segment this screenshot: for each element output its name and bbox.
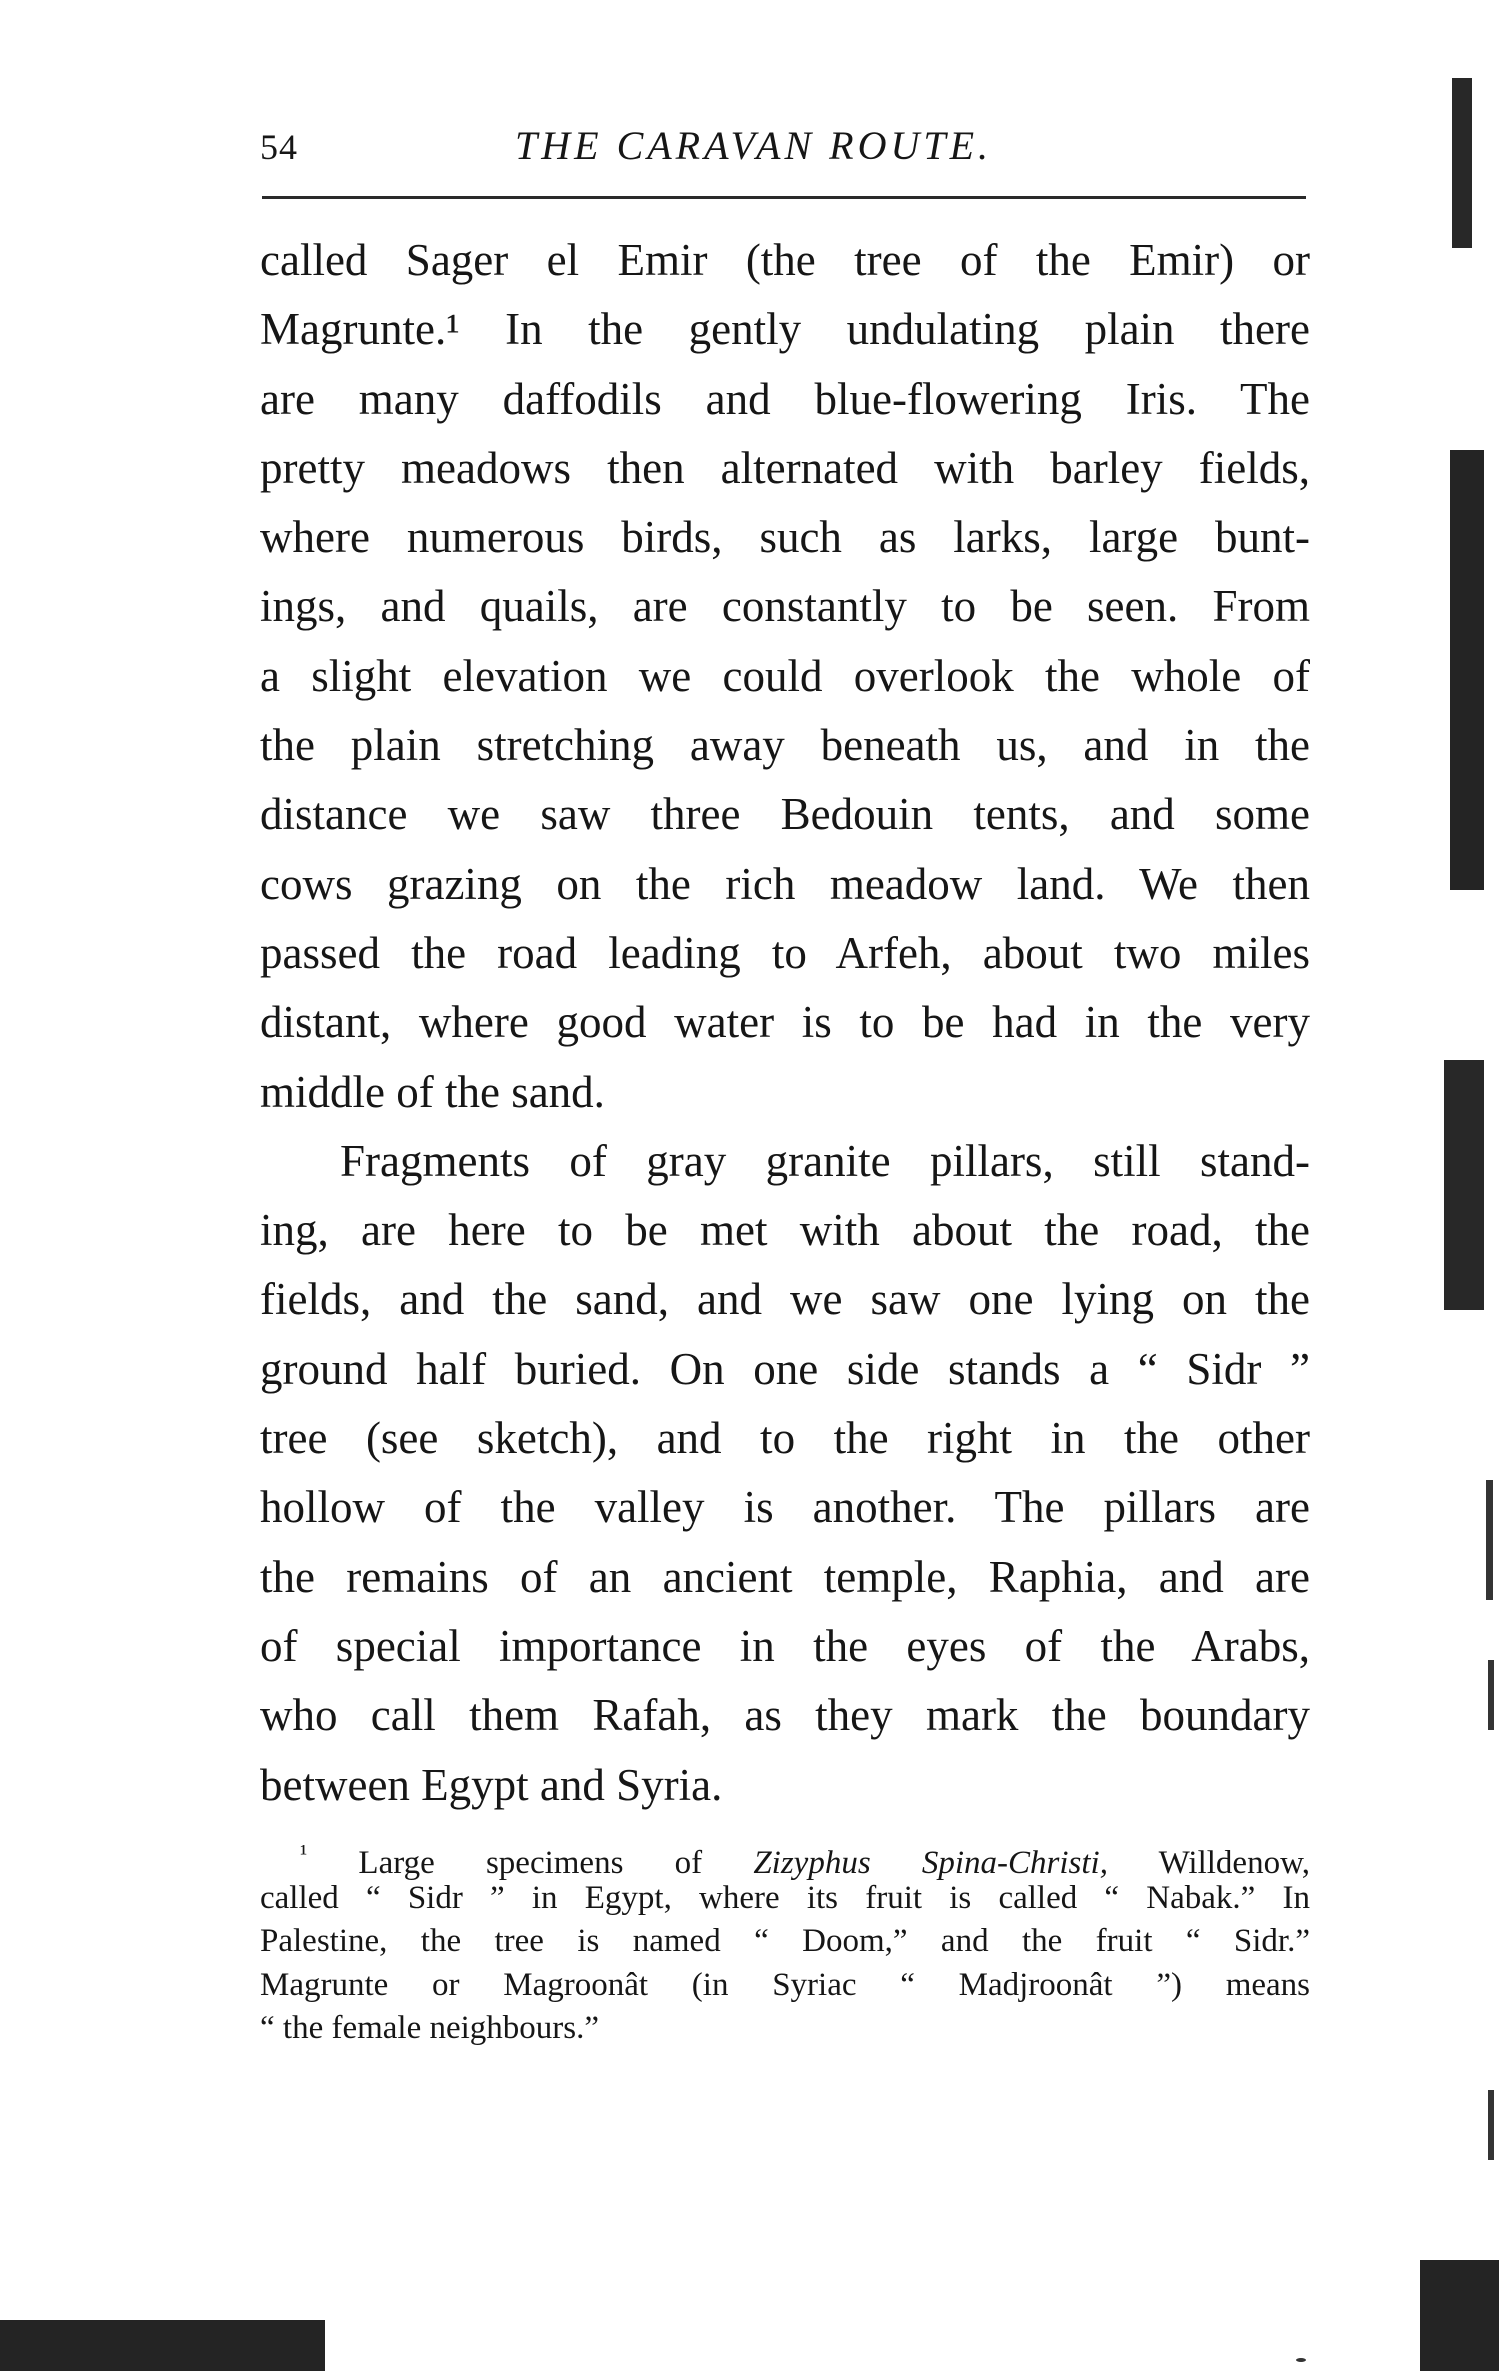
footnote-line: Palestine, the tree is named “ Doom,” and the fruit “ Sidr.” <box>260 1923 1310 1960</box>
scan-edge-right-mid2 <box>1444 1060 1484 1310</box>
footnote-text: Willdenow, <box>1158 1845 1311 1881</box>
scan-edge-top-right <box>1452 78 1472 248</box>
scan-edge-right-small3 <box>1488 2090 1494 2160</box>
footnote <box>260 1833 1310 2051</box>
footnote-line <box>260 1833 1311 1881</box>
text-line: ings, and quails, are constantly to be seen. From <box>260 581 1310 632</box>
body-text <box>260 226 1310 1820</box>
scan-speck <box>1296 2358 1306 2362</box>
running-head <box>260 118 1310 178</box>
footnote-line: called “ Sidr ” in Egypt, where its fruit is called “ Nabak.” In <box>260 1879 1310 1916</box>
scan-edge-bottom-right <box>1420 2260 1499 2371</box>
text-line: distant, where good water is to be had in the very <box>260 997 1310 1048</box>
text-line: between Egypt and Syria. <box>260 1759 723 1810</box>
text-line: middle of the sand. <box>260 1066 605 1117</box>
running-title: THE CARAVAN ROUTE. <box>515 123 993 168</box>
text-line: Fragments of gray granite pillars, still stand- <box>340 1135 1310 1186</box>
text-line: who call them Rafah, as they mark the boundary <box>260 1690 1310 1741</box>
footnote-line: Magrunte or Magroonât (in Syriac “ Madjroonât ”) means <box>260 1966 1310 2003</box>
text-line: the remains of an ancient temple, Raphia, and are <box>260 1551 1310 1602</box>
scan-edge-right-small1 <box>1486 1480 1493 1600</box>
text-line: the plain stretching away beneath us, and in the <box>260 720 1310 771</box>
text-line: of special importance in the eyes of the Arabs, <box>260 1620 1310 1671</box>
text-line: cows grazing on the rich meadow land. We then <box>260 858 1310 909</box>
text-line: pretty meadows then alternated with barley fields, <box>260 442 1310 493</box>
header-rule <box>262 196 1306 199</box>
text-line: passed the road leading to Arfeh, about two miles <box>260 927 1310 978</box>
text-line: ing, are here to be met with about the road, the <box>260 1205 1310 1256</box>
text-line: distance we saw three Bedouin tents, and some <box>260 789 1310 840</box>
text-line: fields, and the sand, and we saw one lying on the <box>260 1274 1310 1325</box>
text-line: where numerous birds, such as larks, large bunt- <box>260 512 1310 563</box>
footnote-line: “ the female neighbours.” <box>260 2010 600 2047</box>
scan-edge-right-small2 <box>1488 1660 1494 1730</box>
text-line: hollow of the valley is another. The pillars are <box>260 1482 1310 1533</box>
text-line: tree (see sketch), and to the right in the other <box>260 1413 1310 1464</box>
text-line: Magrunte.¹ In the gently undulating plain there <box>260 304 1310 355</box>
scan-edge-bottom-left <box>0 2320 325 2371</box>
text-line: ground half buried. On one side stands a “ Sidr ” <box>260 1343 1310 1394</box>
text-line: called Sager el Emir (the tree of the Emir) or <box>260 235 1310 285</box>
footnote-text: Large specimens of <box>358 1845 703 1881</box>
page-number: 54 <box>260 127 298 167</box>
footnote-marker: ¹ <box>300 1841 308 1867</box>
footnote-italic-text: Zizyphus Spina-Christi, <box>753 1845 1108 1881</box>
text-line: are many daffodils and blue-flowering Iris. The <box>260 373 1310 424</box>
scan-edge-right-mid <box>1450 450 1484 890</box>
text-line: a slight elevation we could overlook the whole of <box>260 650 1310 701</box>
